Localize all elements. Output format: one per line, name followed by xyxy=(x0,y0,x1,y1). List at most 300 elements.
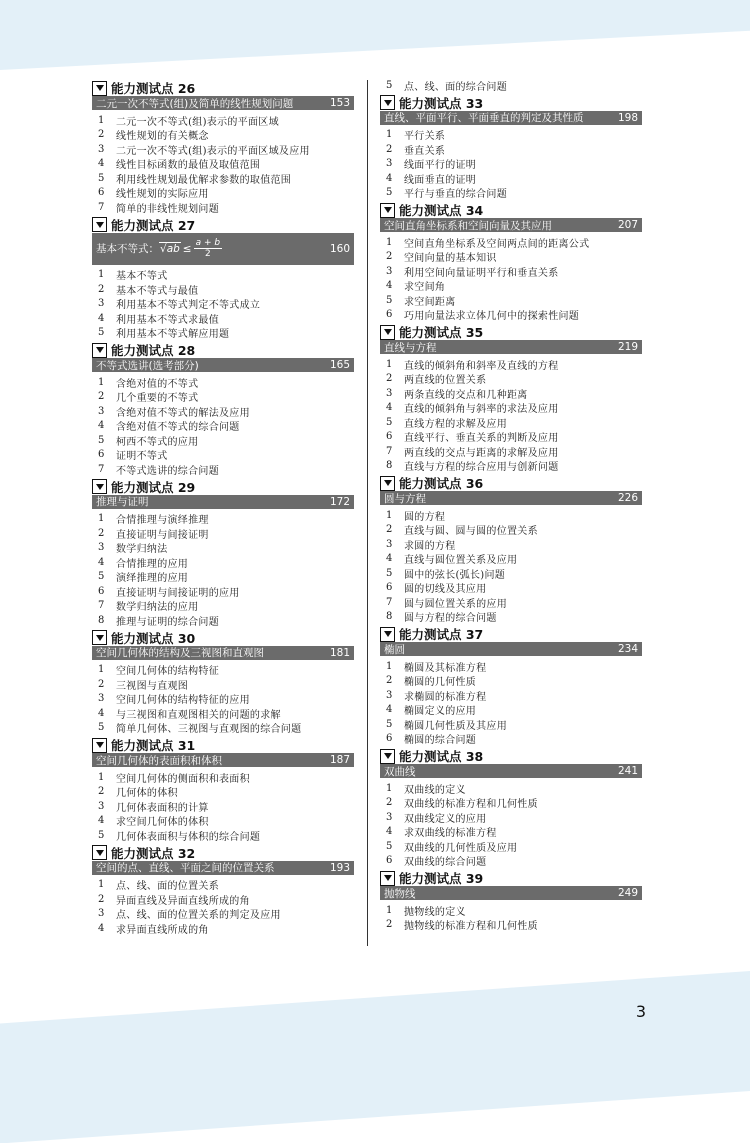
test-point-title: 能力测试点 31 xyxy=(111,738,196,753)
item-text: 含绝对值不等式的解法及应用 xyxy=(116,407,250,419)
item-text: 点、线、面的位置关系 xyxy=(116,881,219,893)
list-item xyxy=(92,448,354,463)
list-item xyxy=(380,552,642,567)
triangle-marker-icon xyxy=(92,81,107,96)
item-text: 圆与方程的综合问题 xyxy=(404,613,497,625)
item-text: 基本不等式与最值 xyxy=(116,285,199,297)
item-number: 3 xyxy=(386,811,393,823)
item-number: 1 xyxy=(98,513,105,525)
topic-page-number: 234 xyxy=(617,643,638,655)
item-text: 双曲线的几何性质及应用 xyxy=(404,842,518,854)
item-number: 3 xyxy=(386,538,393,550)
item-number: 6 xyxy=(386,855,393,867)
test-point-heading xyxy=(380,626,642,642)
list-item xyxy=(92,186,354,201)
list-item xyxy=(380,595,642,610)
topic-title-group xyxy=(96,358,199,373)
test-point-heading xyxy=(380,202,642,218)
list-item xyxy=(92,404,354,419)
item-text: 圆中的弦长(弧长)问题 xyxy=(404,569,506,581)
test-point-title: 能力测试点 37 xyxy=(399,627,484,642)
topic-page-number: 165 xyxy=(329,359,350,371)
item-text: 几何体的体积 xyxy=(116,788,178,800)
item-number: 1 xyxy=(98,879,105,891)
topic-bar xyxy=(92,358,354,372)
test-point-section xyxy=(380,202,642,322)
list-item xyxy=(380,386,642,401)
topic-page-number: 219 xyxy=(617,341,638,353)
test-point-heading xyxy=(92,737,354,753)
item-list xyxy=(92,512,354,628)
item-text: 求空间角 xyxy=(404,282,446,294)
formula-numerator: a + b xyxy=(195,238,221,248)
item-text: 线面垂直的证明 xyxy=(404,174,477,186)
topic-bar xyxy=(92,233,354,265)
list-item xyxy=(380,703,642,718)
topic-title-group xyxy=(96,96,293,111)
list-item xyxy=(92,268,354,283)
topic-page-number: 249 xyxy=(617,887,638,899)
item-number: 4 xyxy=(386,280,393,292)
test-point-heading xyxy=(380,324,642,340)
topic-title: 空间直角坐标系和空间向量及其应用 xyxy=(384,219,552,232)
item-number: 2 xyxy=(386,675,393,687)
item-list xyxy=(92,663,354,736)
item-number: 5 xyxy=(98,434,105,446)
item-number: 1 xyxy=(386,236,393,248)
item-text: 求椭圆的标准方程 xyxy=(404,691,487,703)
item-number: 7 xyxy=(98,463,105,475)
item-text: 双曲线的定义 xyxy=(404,784,466,796)
item-text: 求空间距离 xyxy=(404,296,456,308)
test-point-heading xyxy=(92,845,354,861)
item-number: 1 xyxy=(98,269,105,281)
test-point-heading xyxy=(92,342,354,358)
test-point-section xyxy=(92,217,354,341)
topic-title-group xyxy=(96,645,264,660)
item-number: 3 xyxy=(98,298,105,310)
item-number: 3 xyxy=(98,405,105,417)
bottom-decorative-band xyxy=(0,971,750,1143)
item-number: 5 xyxy=(386,840,393,852)
column-divider xyxy=(367,80,368,946)
top-decorative-band xyxy=(0,0,750,70)
item-text: 双曲线定义的应用 xyxy=(404,813,487,825)
list-item xyxy=(92,142,354,157)
item-number: 2 xyxy=(98,893,105,905)
item-number: 2 xyxy=(98,527,105,539)
list-item xyxy=(92,419,354,434)
list-item xyxy=(380,918,642,933)
item-number: 2 xyxy=(98,678,105,690)
topic-page-number: 198 xyxy=(617,111,638,124)
list-item xyxy=(92,113,354,128)
list-item xyxy=(92,663,354,678)
test-point-section xyxy=(380,475,642,624)
test-point-title: 能力测试点 27 xyxy=(111,217,196,233)
list-item xyxy=(380,186,642,201)
test-point-title: 能力测试点 38 xyxy=(399,749,484,764)
item-text: 利用基本不等式判定不等式成立 xyxy=(116,300,261,312)
item-number: 2 xyxy=(386,373,393,385)
item-number: 1 xyxy=(386,509,393,521)
topic-title: 空间的点、直线、平面之间的位置关系 xyxy=(96,862,275,874)
item-text: 线性规划的有关概念 xyxy=(116,131,209,143)
list-item xyxy=(92,770,354,785)
item-text: 直线平行、垂直关系的判断及应用 xyxy=(404,433,559,445)
list-item xyxy=(380,659,642,674)
list-item xyxy=(92,892,354,907)
list-item xyxy=(92,200,354,215)
topic-bar xyxy=(380,491,642,505)
item-text: 空间几何体的侧面积和表面积 xyxy=(116,773,250,785)
item-list xyxy=(92,268,354,341)
item-text: 直线的倾斜角与斜率的求法及应用 xyxy=(404,404,559,416)
list-item xyxy=(380,357,642,372)
list-item xyxy=(380,581,642,596)
item-list xyxy=(92,770,354,843)
item-text: 空间几何体的结构特征的应用 xyxy=(116,695,250,707)
item-number: 6 xyxy=(98,187,105,199)
topic-title: 圆与方程 xyxy=(384,492,426,505)
item-number: 4 xyxy=(98,158,105,170)
list-item xyxy=(380,235,642,250)
item-number: 5 xyxy=(98,722,105,734)
item-text: 圆的方程 xyxy=(404,511,446,523)
item-text: 直接证明与间接证明的应用 xyxy=(116,587,240,599)
triangle-marker-icon xyxy=(380,325,395,340)
item-number: 6 xyxy=(386,309,393,321)
item-number: 2 xyxy=(386,524,393,536)
item-text: 数学归纳法 xyxy=(116,544,168,556)
item-number: 5 xyxy=(386,416,393,428)
triangle-marker-icon xyxy=(92,343,107,358)
test-point-heading xyxy=(92,630,354,646)
item-text: 含绝对值的不等式 xyxy=(116,378,199,390)
topic-bar xyxy=(92,861,354,875)
item-text: 垂直关系 xyxy=(404,145,446,157)
topic-title: 推理与证明 xyxy=(96,496,149,508)
item-number: 1 xyxy=(386,129,393,141)
triangle-marker-icon xyxy=(92,738,107,753)
item-text: 简单几何体、三视图与直观图的综合问题 xyxy=(116,724,302,736)
list-item xyxy=(92,128,354,143)
item-text: 直线与圆、圆与圆的位置关系 xyxy=(404,526,538,538)
item-number: 2 xyxy=(386,143,393,155)
triangle-marker-icon xyxy=(380,203,395,218)
item-text: 圆的切线及其应用 xyxy=(404,584,487,596)
item-text: 直线与方程的综合应用与创新问题 xyxy=(404,462,559,474)
list-item xyxy=(380,537,642,552)
list-item xyxy=(92,828,354,843)
test-point-section xyxy=(92,845,354,936)
item-text: 与三视图和直观图相关的问题的求解 xyxy=(116,709,281,721)
item-text: 数学归纳法的应用 xyxy=(116,602,199,614)
item-number: 3 xyxy=(98,542,105,554)
item-number: 4 xyxy=(386,826,393,838)
test-point-heading xyxy=(92,479,354,495)
item-number: 2 xyxy=(98,129,105,141)
list-item xyxy=(92,785,354,800)
item-text: 两直线的位置关系 xyxy=(404,375,487,387)
item-text: 双曲线的综合问题 xyxy=(404,857,487,869)
item-text: 演绎推理的应用 xyxy=(116,573,189,585)
test-point-section xyxy=(92,80,354,215)
item-text: 直线与圆位置关系及应用 xyxy=(404,555,518,567)
item-number: 3 xyxy=(386,158,393,170)
topic-title-group xyxy=(96,238,222,259)
list-item xyxy=(380,264,642,279)
list-item xyxy=(92,282,354,297)
list-item xyxy=(380,415,642,430)
list-item xyxy=(92,157,354,172)
test-point-section xyxy=(380,626,642,746)
list-item xyxy=(380,508,642,523)
item-text: 椭圆几何性质及其应用 xyxy=(404,720,507,732)
topic-title: 基本不等式： xyxy=(96,243,159,255)
item-text: 两直线的交点与距离的求解及应用 xyxy=(404,447,559,459)
item-number: 1 xyxy=(386,782,393,794)
formula-fraction xyxy=(194,238,223,259)
test-point-section xyxy=(92,630,354,736)
list-item xyxy=(380,688,642,703)
list-item xyxy=(92,706,354,721)
test-point-section xyxy=(380,95,642,201)
formula-denominator: 2 xyxy=(204,249,211,259)
item-text: 二元一次不等式(组)表示的平面区域 xyxy=(116,116,279,128)
item-number: 4 xyxy=(386,172,393,184)
item-number: 7 xyxy=(386,445,393,457)
list-item xyxy=(380,279,642,294)
list-item xyxy=(380,157,642,172)
item-number: 2 xyxy=(98,391,105,403)
list-item xyxy=(92,692,354,707)
list-item xyxy=(92,721,354,736)
list-item xyxy=(380,308,642,323)
triangle-marker-icon xyxy=(380,627,395,642)
topic-bar xyxy=(380,764,642,778)
test-point-title: 能力测试点 28 xyxy=(111,343,196,358)
list-item xyxy=(380,430,642,445)
list-item xyxy=(92,433,354,448)
item-text: 空间几何体的结构特征 xyxy=(116,666,219,678)
triangle-marker-icon xyxy=(380,476,395,491)
item-number: 1 xyxy=(386,358,393,370)
list-item xyxy=(92,613,354,628)
item-number: 6 xyxy=(386,733,393,745)
list-item xyxy=(380,523,642,538)
item-number: 2 xyxy=(386,251,393,263)
item-list xyxy=(380,235,642,322)
triangle-marker-icon xyxy=(380,871,395,886)
item-text: 平行与垂直的综合问题 xyxy=(404,189,507,201)
list-item xyxy=(380,610,642,625)
item-number: 4 xyxy=(98,556,105,568)
topic-bar xyxy=(92,753,354,767)
item-number: 3 xyxy=(386,265,393,277)
item-text: 直线的倾斜角和斜率及直线的方程 xyxy=(404,360,559,372)
item-text: 证明不等式 xyxy=(116,451,168,463)
item-number: 2 xyxy=(386,797,393,809)
item-number: 1 xyxy=(386,660,393,672)
topic-title-group xyxy=(384,218,552,233)
list-item xyxy=(92,311,354,326)
item-text: 线性目标函数的最值及取值范围 xyxy=(116,160,261,172)
topic-title: 抛物线 xyxy=(384,887,416,900)
topic-bar xyxy=(92,495,354,509)
topic-page-number: 187 xyxy=(329,754,350,766)
list-item xyxy=(92,878,354,893)
item-text: 直接证明与间接证明 xyxy=(116,529,209,541)
test-point-section xyxy=(380,870,642,932)
item-text: 空间直角坐标系及空间两点间的距离公式 xyxy=(404,238,590,250)
list-item xyxy=(92,462,354,477)
item-text: 椭圆及其标准方程 xyxy=(404,662,487,674)
item-number: 5 xyxy=(98,571,105,583)
item-list xyxy=(380,659,642,746)
topic-page-number: 193 xyxy=(329,861,350,874)
page-number: 3 xyxy=(635,1002,646,1021)
list-item xyxy=(380,566,642,581)
list-item xyxy=(380,717,642,732)
list-item xyxy=(380,250,642,265)
list-item xyxy=(92,799,354,814)
item-number: 7 xyxy=(386,596,393,608)
item-text: 空间向量的基本知识 xyxy=(404,253,497,265)
topic-bar xyxy=(380,218,642,232)
list-item xyxy=(92,555,354,570)
test-point-title: 能力测试点 32 xyxy=(111,845,196,861)
item-text: 不等式选讲的综合问题 xyxy=(116,465,219,477)
item-number: 3 xyxy=(98,800,105,812)
item-number: 2 xyxy=(386,919,393,931)
item-number: 2 xyxy=(98,786,105,798)
item-number: 4 xyxy=(98,815,105,827)
item-text: 求双曲线的标准方程 xyxy=(404,828,497,840)
item-text: 利用空间向量证明平行和垂直关系 xyxy=(404,267,559,279)
item-text: 点、线、面的位置关系的判定及应用 xyxy=(116,910,281,922)
list-item xyxy=(380,903,642,918)
triangle-marker-icon xyxy=(92,217,107,232)
item-list xyxy=(380,128,642,201)
item-text: 两条直线的交点和几种距离 xyxy=(404,389,528,401)
test-point-section xyxy=(92,342,354,477)
topic-page-number: 160 xyxy=(329,242,350,255)
item-number: 3 xyxy=(386,387,393,399)
item-number: 3 xyxy=(386,689,393,701)
test-point-heading xyxy=(380,475,642,491)
item-number: 6 xyxy=(98,585,105,597)
item-text: 二元一次不等式(组)表示的平面区域及应用 xyxy=(116,145,310,157)
list-item xyxy=(92,599,354,614)
topic-page-number: 207 xyxy=(617,219,638,231)
list-item xyxy=(380,171,642,186)
item-text: 线面平行的证明 xyxy=(404,160,477,172)
topic-title: 二元一次不等式(组)及简单的线性规划问题 xyxy=(96,97,294,110)
item-list xyxy=(380,903,642,932)
list-item xyxy=(92,814,354,829)
item-text: 椭圆的几何性质 xyxy=(404,677,477,689)
item-list xyxy=(380,781,642,868)
list-item xyxy=(92,326,354,341)
topic-title-group xyxy=(384,886,416,901)
topic-title-group xyxy=(96,494,149,509)
item-text: 求空间几何体的体积 xyxy=(116,817,209,829)
test-point-title: 能力测试点 39 xyxy=(399,871,484,886)
topic-bar xyxy=(380,886,642,900)
item-number: 6 xyxy=(98,449,105,461)
item-number: 4 xyxy=(386,402,393,414)
list-item xyxy=(380,293,642,308)
list-item xyxy=(92,584,354,599)
list-item xyxy=(92,907,354,922)
list-item xyxy=(92,677,354,692)
topic-title: 直线与方程 xyxy=(384,341,437,354)
item-number: 5 xyxy=(98,172,105,184)
list-item xyxy=(380,810,642,825)
item-text: 几何体表面积的计算 xyxy=(116,802,209,814)
topic-title-group xyxy=(384,491,426,506)
item-text: 巧用向量法求立体几何中的探索性问题 xyxy=(404,311,580,323)
topic-title-group xyxy=(384,764,416,779)
item-number: 7 xyxy=(98,600,105,612)
item-text: 几何体表面积与体积的综合问题 xyxy=(116,831,261,843)
item-number: 1 xyxy=(386,904,393,916)
item-text: 利用线性规划最优解求参数的取值范围 xyxy=(116,174,292,186)
test-point-title: 能力测试点 35 xyxy=(399,325,484,340)
topic-page-number: 153 xyxy=(329,97,350,109)
topic-title: 双曲线 xyxy=(384,765,416,778)
item-number: 1 xyxy=(98,376,105,388)
topic-bar xyxy=(92,96,354,110)
item-text: 椭圆的综合问题 xyxy=(404,735,477,747)
item-number: 6 xyxy=(386,582,393,594)
list-item xyxy=(380,372,642,387)
list-item xyxy=(380,732,642,747)
item-number: 5 xyxy=(386,567,393,579)
item-number: 4 xyxy=(386,553,393,565)
topic-page-number: 226 xyxy=(617,492,638,504)
list-item xyxy=(380,854,642,869)
item-number: 8 xyxy=(386,611,393,623)
triangle-marker-icon xyxy=(380,95,395,110)
list-item xyxy=(380,825,642,840)
topic-bar xyxy=(380,642,642,656)
item-text: 求异面直线所成的角 xyxy=(116,924,209,936)
test-point-title: 能力测试点 36 xyxy=(399,476,484,491)
formula-relation: ≤ xyxy=(182,242,192,255)
item-list xyxy=(92,113,354,215)
item-text: 简单的非线性规划问题 xyxy=(116,203,219,215)
item-text: 合情推理的应用 xyxy=(116,558,189,570)
item-number: 2 xyxy=(98,283,105,295)
item-text: 推理与证明的综合问题 xyxy=(116,616,219,628)
topic-title-group xyxy=(96,860,275,875)
list-item xyxy=(380,674,642,689)
list-item xyxy=(92,570,354,585)
left-column xyxy=(92,78,354,936)
item-text: 抛物线的标准方程和几何性质 xyxy=(404,921,538,933)
list-item xyxy=(92,921,354,936)
item-text: 几个重要的不等式 xyxy=(116,393,199,405)
topic-bar xyxy=(380,111,642,125)
topic-title-group xyxy=(384,340,437,355)
list-item xyxy=(92,375,354,390)
item-number: 6 xyxy=(386,431,393,443)
list-item xyxy=(92,512,354,527)
topic-title: 空间几何体的表面积和体积 xyxy=(96,754,222,767)
topic-title-group xyxy=(384,110,584,125)
